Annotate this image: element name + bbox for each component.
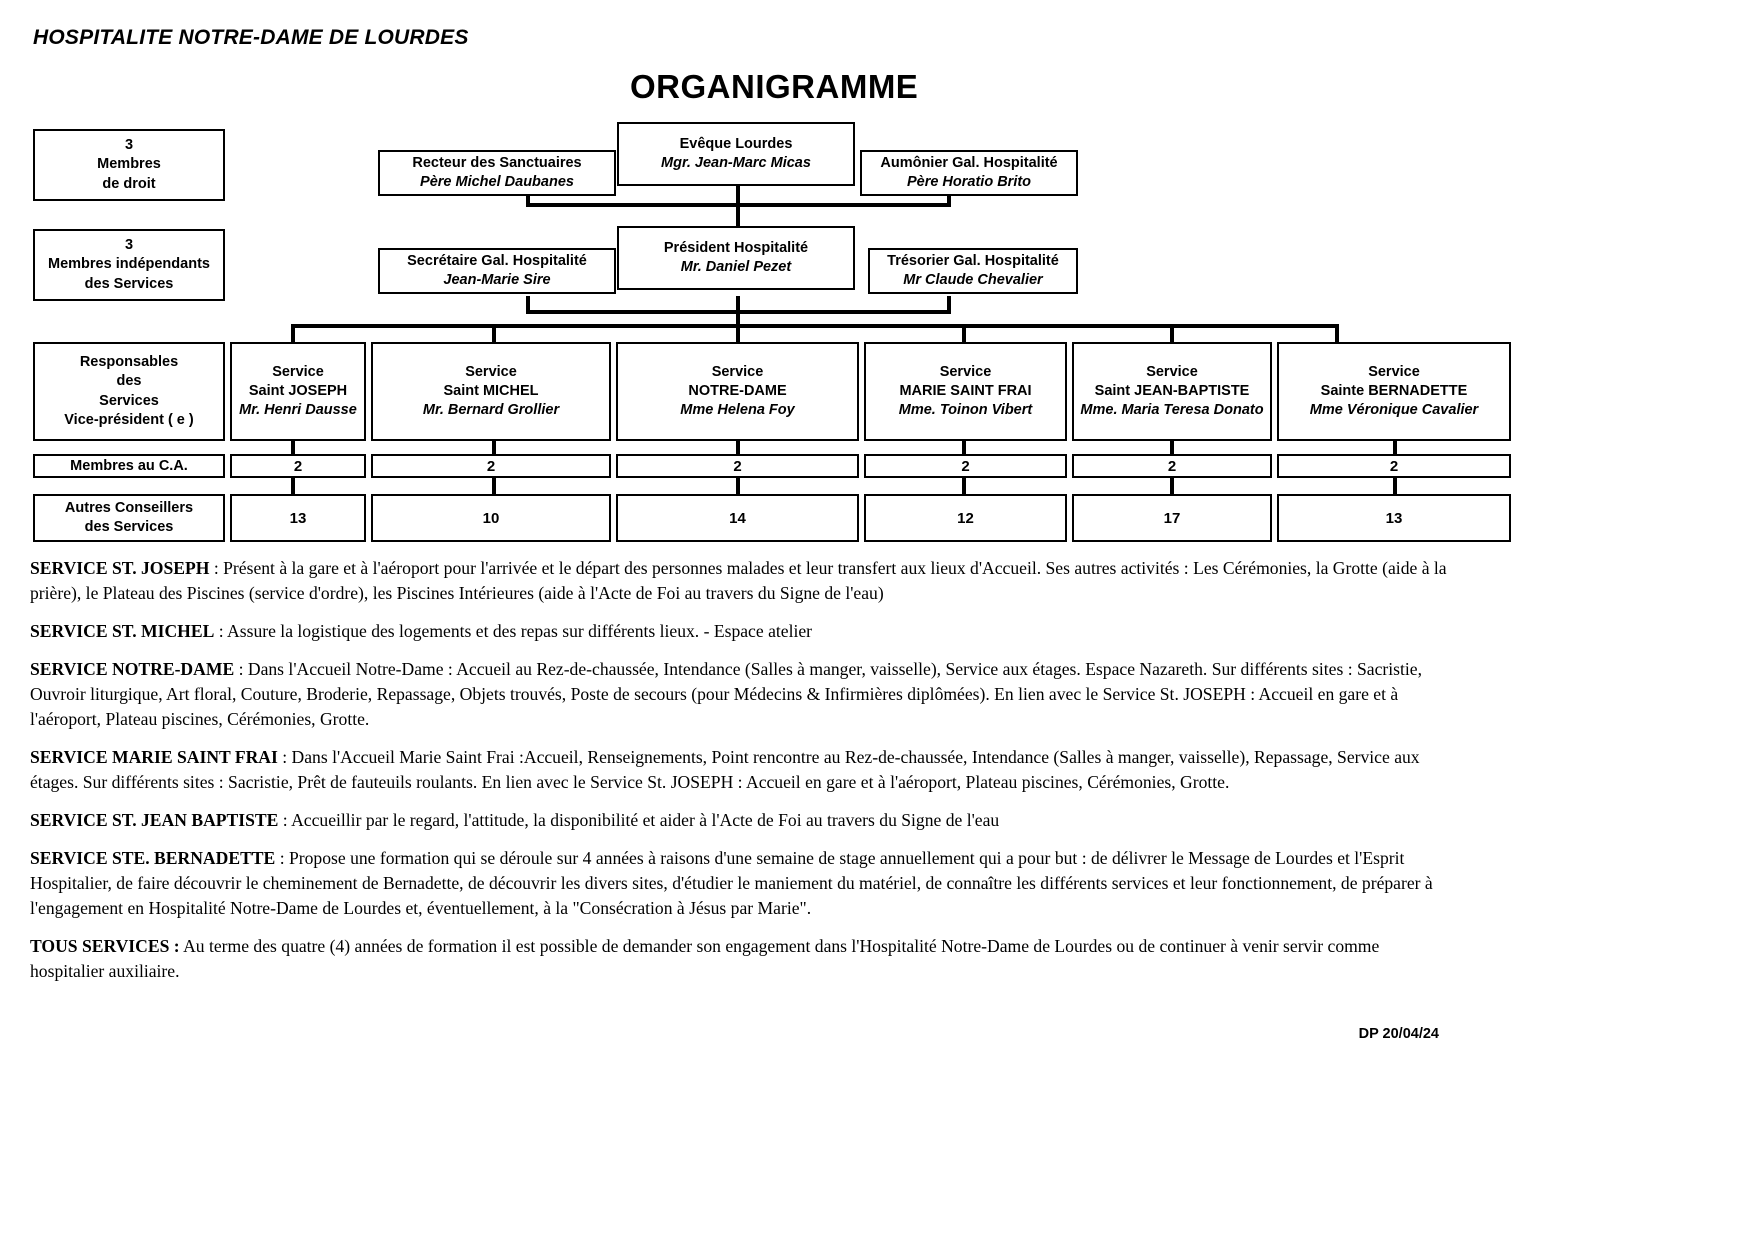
service-person-5: Mme. Maria Teresa Donato [1080,402,1264,419]
service-kind-5: Service [1146,363,1198,380]
advisors-value-1: 13 [230,494,366,542]
eveque-role: Evêque Lourdes [679,135,793,152]
service-box-sainte-bernadette [1277,342,1511,441]
page-title: ORGANIGRAMME [630,68,919,105]
service-box-marie-saint-frai [864,342,1067,441]
connector-tresorier-drop [947,296,951,314]
ca-value-2: 2 [371,454,611,478]
row-label-autres-conseillers [33,494,225,542]
description-body: : Dans l'Accueil Notre-Dame : Accueil au Rez-de-chaussée, Intendance (Salles à manger, vaisselle), Service aux étages. Espace Nazareth. Sur différents sites : Sacristie, Ouvroir liturgique, Art floral, Couture, Broderie, Repassage, Objets trouvés, Poste de secours (pour Médecins & Infirmières diplômées). En lien avec le Service St. JOSEPH : Accueil en gare et à l'aéroport, Plateau piscines, Cérémonies, Grotte. [30,658,1422,729]
service-name-6: Sainte BERNADETTE [1320,382,1468,399]
description-paragraph [30,846,1450,921]
description-paragraph [30,556,1450,606]
service-person-3: Mme Helena Foy [680,402,795,419]
autres-conseillers-line1: Autres Conseillers [64,500,194,517]
label-responsables-des-services [33,342,225,441]
autres-conseillers-line2: des Services [84,519,174,535]
description-body: : Assure la logistique des logements et des repas sur différents lieux. - Espace atelier [214,620,813,641]
advisors-value-5: 17 [1072,494,1272,542]
connector-adv-stub-4 [962,477,966,495]
advisors-value-6: 13 [1277,494,1511,542]
connector-service-drop-2 [492,324,496,342]
service-kind-6: Service [1368,363,1420,380]
description-body: : Dans l'Accueil Marie Saint Frai :Accueil, Renseignements, Point rencontre au Rez-de-chaussée, Intendance (Salles à manger, vaisselle), Repassage, Service aux étages. Sur différents sites : Sacristie, Prêt de fauteuils roulants. En lien avec le Service St. JOSEPH : Accueil en gare et à l'aéroport, Plateau piscines, Cérémonies, Grotte. [30,746,1420,792]
connector-service-drop-3 [736,324,740,342]
responsables-line1: Responsables [79,354,179,371]
description-paragraph [30,657,1450,732]
connector-service-drop-5 [1170,324,1174,342]
connector-adv-stub-5 [1170,477,1174,495]
membres-de-droit-line2: Membres [97,156,161,173]
membres-de-droit-line1: 3 [124,137,134,154]
service-kind-2: Service [465,363,517,380]
president-person: Mr. Daniel Pezet [680,259,792,275]
description-lead: SERVICE ST. JOSEPH [30,558,210,578]
description-lead: SERVICE STE. BERNADETTE [30,847,276,868]
service-person-1: Mr. Henri Dausse [239,402,357,419]
description-body: : Présent à la gare et à l'aéroport pour l'arrivée et le départ des personnes malades et leur transfert aux lieux d'Accueil. Ses autres activités : Les Cérémonies, la Grotte (aide à la prière), le Plateau des Piscines (service d'ordre), les Piscines Intérieures (aide à l'Acte de Foi au travers du Signe de l'eau) [30,558,1447,603]
tresorier-role: Trésorier Gal. Hospitalité [887,252,1059,269]
node-eveque-lourdes [617,122,855,186]
node-president-hospitalite [617,226,855,290]
service-name-5: Saint JEAN-BAPTISTE [1094,382,1250,399]
description-paragraph [30,808,1450,833]
eveque-person: Mgr. Jean-Marc Micas [661,155,811,171]
connector-services-bus [291,324,1339,328]
ca-value-3: 2 [616,454,859,478]
description-paragraph [30,745,1450,795]
secretaire-person: Jean-Marie Sire [443,272,551,288]
description-paragraph [30,934,1450,984]
advisors-value-3: 14 [616,494,859,542]
description-lead: SERVICE ST. JEAN BAPTISTE [30,809,279,830]
connector-service-drop-4 [962,324,966,342]
service-name-3: NOTRE-DAME [688,382,787,399]
service-name-2: Saint MICHEL [443,382,539,399]
service-person-4: Mme. Toinon Vibert [898,402,1033,419]
row-label-membres-ca [33,454,225,478]
connector-adv-stub-6 [1393,477,1397,495]
label-membres-de-droit [33,129,225,201]
service-kind-1: Service [272,363,324,380]
description-lead: SERVICE MARIE SAINT FRAI [30,746,278,767]
connector-service-drop-1 [291,324,295,342]
membres-ca-label-text: Membres au C.A. [70,457,188,474]
service-box-saint-jean-baptiste [1072,342,1272,441]
responsables-line4: Vice-président ( e ) [64,411,194,428]
label-membres-independants [33,229,225,301]
service-kind-3: Service [711,363,764,380]
membres-independants-line2: Membres indépendants [48,256,210,273]
node-secretaire-general [378,248,616,294]
responsables-line2: des [116,373,142,390]
recteur-role: Recteur des Sanctuaires [412,154,582,171]
description-lead: SERVICE ST. MICHEL [30,620,215,641]
service-box-saint-joseph [230,342,366,441]
ca-value-4: 2 [864,454,1067,478]
connector-service-drop-6 [1335,324,1339,342]
membres-independants-line1: 3 [124,237,134,254]
description-lead: TOUS SERVICES : [30,935,180,956]
document-reference: DP 20/04/24 [1358,1026,1439,1042]
advisors-value-4: 12 [864,494,1067,542]
description-paragraph [30,619,1450,644]
service-name-4: MARIE SAINT FRAI [899,382,1032,399]
membres-independants-line3: des Services [84,275,174,292]
description-body: Au terme des quatre (4) années de formation il est possible de demander son engagement dans l'Hospitalité Notre-Dame de Lourdes ou de continuer à venir servir comme hospitalier auxiliaire. [30,935,1380,981]
ca-value-6: 2 [1277,454,1511,478]
node-recteur-sanctuaires [378,150,616,196]
description-body: : Accueillir par le regard, l'attitude, la disponibilité et aider à l'Acte de Foi au travers du Signe de l'eau [278,809,1000,830]
aumonier-role: Aumônier Gal. Hospitalité [880,154,1058,171]
service-kind-4: Service [939,363,992,380]
secretaire-role: Secrétaire Gal. Hospitalité [407,252,587,269]
service-box-notre-dame [616,342,859,441]
organization-name: HOSPITALITE NOTRE-DAME DE LOURDES [33,26,469,49]
description-body: : Propose une formation qui se déroule sur 4 années à raisons d'une semaine de stage annuellement qui a pour but : de délivrer le Message de Lourdes et l'Esprit Hospitalier, de faire découvrir le cheminement de Bernadette, de découvrir les divers sites, d'étudier le maniement du matériel, de connaître les différents services et leur fonctionnement, de préparer à l'engagement en Hospitalité Notre-Dame de Lourdes et, éventuellement, à la "Consécration à Jésus par Marie". [30,847,1433,918]
responsables-line3: Services [99,392,159,409]
membres-de-droit-line3: de droit [102,175,156,192]
aumonier-person: Père Horatio Brito [906,174,1032,190]
ca-value-5: 2 [1072,454,1272,478]
service-descriptions [30,556,1450,997]
connector-row1-horizontal [526,203,951,207]
connector-adv-stub-3 [736,477,740,495]
service-person-2: Mr. Bernard Grollier [422,402,560,419]
node-aumonier-general [860,150,1078,196]
tresorier-person: Mr Claude Chevalier [903,272,1043,288]
recteur-person: Père Michel Daubanes [420,174,574,190]
connector-row2-horizontal [526,310,951,314]
ca-value-1: 2 [230,454,366,478]
connector-secretaire-drop [526,296,530,314]
advisors-value-2: 10 [371,494,611,542]
description-lead: SERVICE NOTRE-DAME [30,658,235,679]
service-name-1: Saint JOSEPH [248,382,348,399]
president-role: Président Hospitalité [663,239,809,256]
connector-adv-stub-1 [291,477,295,495]
service-box-saint-michel [371,342,611,441]
node-tresorier-general [868,248,1078,294]
service-person-6: Mme Véronique Cavalier [1309,402,1479,419]
connector-adv-stub-2 [492,477,496,495]
